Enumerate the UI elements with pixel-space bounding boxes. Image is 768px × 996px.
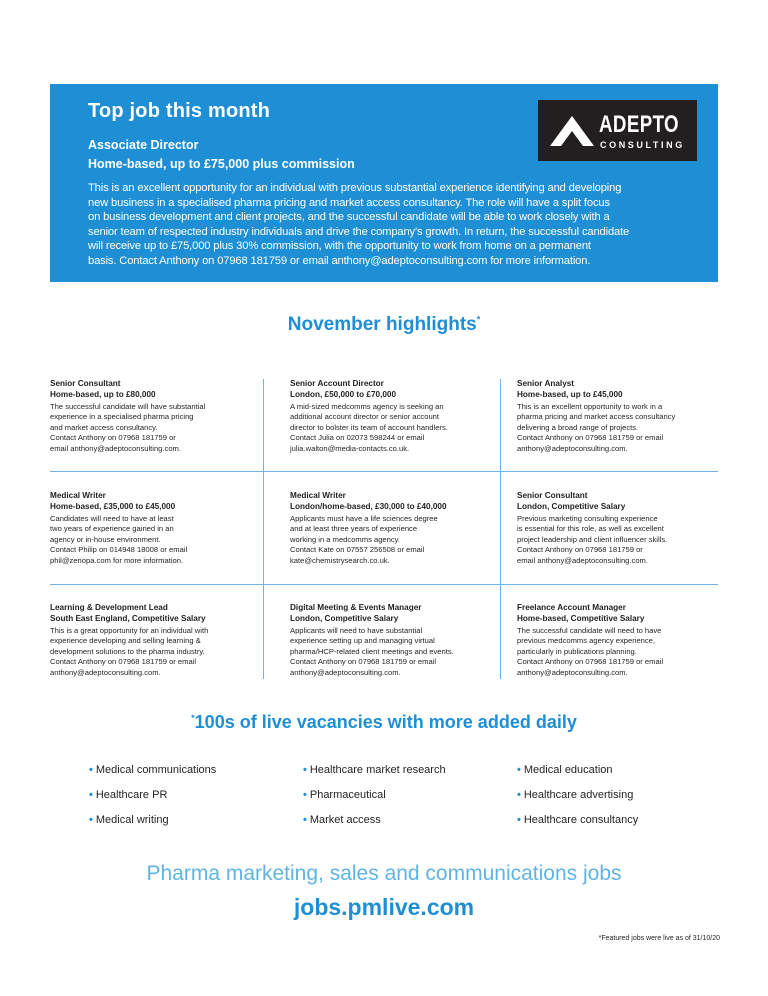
category-label: Healthcare market research bbox=[309, 764, 446, 776]
job-desc-line: director to bolster its team of account handlers. bbox=[290, 422, 448, 432]
category-item[interactable] bbox=[517, 814, 638, 839]
job-desc-line: pharma pricing and market access consultancy bbox=[517, 412, 676, 422]
job-description bbox=[290, 402, 495, 454]
job-terms: Home-based, £35,000 to £45,000 bbox=[50, 502, 176, 511]
category-item[interactable] bbox=[89, 764, 216, 789]
job-card[interactable] bbox=[50, 602, 255, 678]
job-desc-line: Contact Anthony on 07968 181759 or email bbox=[517, 657, 664, 667]
job-desc-line: experience developing and selling learning & bbox=[50, 636, 201, 646]
grid-divider-horizontal bbox=[50, 471, 718, 472]
bullet-icon: • bbox=[517, 814, 521, 826]
job-terms: London, Competitive Salary bbox=[517, 502, 626, 511]
job-description bbox=[517, 514, 722, 566]
job-desc-line: The successful candidate will need to have bbox=[517, 626, 662, 635]
job-desc-line: particularly in publications planning. bbox=[517, 646, 637, 656]
job-description bbox=[50, 626, 255, 678]
category-item[interactable] bbox=[303, 764, 446, 789]
job-desc-line: experience in a specialised pharma pricing bbox=[50, 412, 194, 422]
bullet-icon: • bbox=[303, 789, 307, 801]
job-desc-line: This is a great opportunity for an individual with bbox=[50, 626, 209, 635]
job-title: Medical Writer bbox=[50, 491, 106, 500]
job-card[interactable] bbox=[517, 602, 722, 678]
grid-divider-vertical bbox=[500, 379, 501, 679]
logo-name: ADEPTO bbox=[599, 111, 680, 138]
job-description bbox=[517, 402, 722, 454]
jobs-url-link[interactable]: jobs.pmlive.com bbox=[293, 894, 475, 920]
category-item[interactable] bbox=[303, 789, 446, 814]
category-item[interactable] bbox=[303, 814, 446, 839]
category-item[interactable] bbox=[89, 789, 216, 814]
job-title: Learning & Development Lead bbox=[50, 603, 168, 612]
vacancies-asterisk: * bbox=[191, 713, 195, 723]
job-description bbox=[290, 626, 495, 678]
bullet-icon: • bbox=[303, 814, 307, 826]
job-desc-line: Contact Anthony on 07968 181759 or email bbox=[290, 657, 437, 667]
category-label: Healthcare PR bbox=[95, 789, 168, 801]
job-desc-line: Previous marketing consulting experience bbox=[517, 514, 658, 523]
job-desc-line: agency or in-house environment. bbox=[50, 534, 161, 544]
banner-desc-line: This is an excellent opportunity for an individual with previous substantial experience identifying and developing bbox=[88, 182, 622, 194]
job-terms: Home-based, up to £45,000 bbox=[517, 390, 623, 399]
job-desc-line: email anthony@adeptoconsulting.com. bbox=[50, 443, 181, 453]
job-terms: London, Competitive Salary bbox=[290, 614, 399, 623]
job-desc-line: delivering a broad range of projects. bbox=[517, 422, 639, 432]
bullet-icon: • bbox=[89, 789, 93, 801]
job-desc-line: anthony@adeptoconsulting.com. bbox=[517, 443, 628, 453]
job-title: Freelance Account Manager bbox=[517, 603, 626, 612]
highlights-title-text: November highlights bbox=[287, 314, 477, 335]
job-desc-line: Contact Julia on 02073 598244 or email bbox=[290, 433, 425, 443]
job-desc-line: This is an excellent opportunity to work in a bbox=[517, 402, 663, 411]
bullet-icon: • bbox=[517, 764, 521, 776]
job-desc-line: experience setting up and managing virtual bbox=[290, 636, 435, 646]
logo-subtitle: CONSULTING bbox=[600, 140, 685, 150]
job-card[interactable] bbox=[290, 378, 495, 454]
job-terms: Home-based, Competitive Salary bbox=[517, 614, 645, 623]
job-desc-line: Applicants must have a life sciences degree bbox=[290, 514, 438, 523]
grid-divider-vertical bbox=[263, 379, 264, 679]
job-desc-line: A mid-sized medcomms agency is seeking an bbox=[290, 402, 444, 411]
job-description bbox=[290, 514, 495, 566]
bullet-icon: • bbox=[303, 764, 307, 776]
highlights-heading bbox=[0, 314, 768, 336]
category-column bbox=[89, 764, 216, 839]
job-desc-line: kate@chemistrysearch.co.uk. bbox=[290, 555, 390, 565]
job-card[interactable] bbox=[290, 602, 495, 678]
category-item[interactable] bbox=[89, 814, 216, 839]
banner-role: Associate Director bbox=[88, 138, 199, 152]
job-title: Senior Account Director bbox=[290, 379, 384, 388]
job-card[interactable] bbox=[50, 378, 255, 454]
banner-desc-line: new business in a specialised pharma pricing and market access consultancy. The role will have a split focus bbox=[88, 196, 610, 209]
bullet-icon: • bbox=[89, 814, 93, 826]
job-terms: South East England, Competitive Salary bbox=[50, 614, 206, 623]
top-job-banner bbox=[50, 84, 718, 282]
banner-desc-line: senior team of respected industry individuals and drive the company's growth. In return, the successful candidate bbox=[88, 225, 630, 238]
category-label: Healthcare consultancy bbox=[523, 814, 639, 826]
category-column bbox=[517, 764, 638, 839]
job-terms: London/home-based, £30,000 to £40,000 bbox=[290, 502, 447, 511]
job-title: Senior Consultant bbox=[50, 379, 121, 388]
banner-desc-line: basis. Contact Anthony on 07968 181759 or email anthony@adeptoconsulting.com for more information. bbox=[88, 254, 591, 267]
banner-desc-line: on business development and client projects, and the successful candidate will be able to work closely with a bbox=[88, 211, 610, 224]
category-label: Medical writing bbox=[95, 814, 169, 826]
banner-title: Top job this month bbox=[88, 100, 271, 122]
job-desc-line: julia.walton@media-contacts.co.uk. bbox=[290, 443, 410, 453]
job-description bbox=[50, 514, 255, 566]
adepto-consulting-logo bbox=[538, 100, 697, 161]
tagline: Pharma marketing, sales and communications jobs bbox=[146, 862, 622, 885]
job-card[interactable] bbox=[50, 490, 255, 566]
job-description bbox=[517, 626, 722, 678]
job-desc-line: and at least three years of experience bbox=[290, 524, 418, 534]
category-label: Pharmaceutical bbox=[309, 789, 386, 801]
job-desc-line: and market access consultancy. bbox=[50, 422, 158, 432]
job-desc-line: working in a medcomms agency. bbox=[290, 534, 401, 544]
category-label: Market access bbox=[309, 814, 381, 826]
bullet-icon: • bbox=[89, 764, 93, 776]
job-desc-line: project leadership and client influencer skills. bbox=[517, 534, 668, 544]
grid-divider-horizontal bbox=[50, 584, 718, 585]
job-card[interactable] bbox=[290, 490, 495, 566]
job-desc-line: is essential for this role, as well as excellent bbox=[517, 524, 664, 534]
job-desc-line: The successful candidate will have substantial bbox=[50, 402, 206, 411]
job-desc-line: development solutions to the pharma industry. bbox=[50, 646, 205, 656]
job-description bbox=[50, 402, 255, 454]
job-title: Senior Consultant bbox=[517, 491, 588, 500]
job-title: Digital Meeting & Events Manager bbox=[290, 603, 422, 612]
job-desc-line: Applicants will need to have substantial bbox=[290, 626, 423, 635]
banner-terms: Home-based, up to £75,000 plus commission bbox=[88, 157, 355, 171]
job-desc-line: email anthony@adeptoconsulting.com. bbox=[517, 555, 648, 565]
job-title: Senior Analyst bbox=[517, 379, 575, 388]
job-desc-line: phil@zenopa.com for more information. bbox=[50, 555, 184, 565]
vacancies-title-text: 100s of live vacancies with more added daily bbox=[194, 712, 577, 732]
job-desc-line: Contact Anthony on 07968 181759 or email bbox=[517, 433, 664, 443]
banner-description bbox=[88, 181, 674, 269]
job-desc-line: pharma/HCP-related client meetings and events. bbox=[290, 646, 454, 656]
job-terms: London, £50,000 to £70,000 bbox=[290, 390, 397, 399]
job-desc-line: Contact Kate on 07557 256508 or email bbox=[290, 545, 425, 555]
job-desc-line: Contact Philip on 014948 18008 or email bbox=[50, 545, 188, 555]
job-title: Medical Writer bbox=[290, 491, 346, 500]
vacancies-heading bbox=[0, 712, 768, 733]
job-desc-line: anthony@adeptoconsulting.com. bbox=[50, 667, 161, 677]
job-desc-line: anthony@adeptoconsulting.com. bbox=[517, 667, 628, 677]
job-card[interactable] bbox=[517, 378, 722, 454]
job-desc-line: two years of experience gained in an bbox=[50, 524, 174, 534]
category-label: Medical communications bbox=[95, 764, 217, 776]
category-column bbox=[303, 764, 446, 839]
highlights-grid bbox=[50, 375, 718, 681]
job-desc-line: Contact Anthony on 07968 181759 or bbox=[50, 433, 176, 443]
job-desc-line: previous medcomms agency experience, bbox=[517, 636, 656, 646]
job-desc-line: Candidates will need to have at least bbox=[50, 514, 174, 523]
category-item[interactable] bbox=[517, 764, 638, 789]
category-item[interactable] bbox=[517, 789, 638, 814]
job-desc-line: anthony@adeptoconsulting.com. bbox=[290, 667, 401, 677]
highlights-asterisk: * bbox=[476, 314, 481, 325]
job-card[interactable] bbox=[517, 490, 722, 566]
job-desc-line: additional account director or senior account bbox=[290, 412, 440, 422]
bullet-icon: • bbox=[517, 789, 521, 801]
job-desc-line: Contact Anthony on 07968 181759 or bbox=[517, 545, 643, 555]
job-terms: Home-based, up to £80,000 bbox=[50, 390, 156, 399]
banner-desc-line: will receive up to £75,000 plus 30% commission, with the opportunity to work from home on a permanent bbox=[88, 240, 591, 253]
category-label: Medical education bbox=[523, 764, 613, 776]
adepto-logo-icon bbox=[550, 116, 594, 146]
footnote: *Featured jobs were live as of 31/10/20 bbox=[598, 935, 720, 942]
category-label: Healthcare advertising bbox=[523, 789, 634, 801]
job-desc-line: Contact Anthony on 07968 181759 or email bbox=[50, 657, 197, 667]
